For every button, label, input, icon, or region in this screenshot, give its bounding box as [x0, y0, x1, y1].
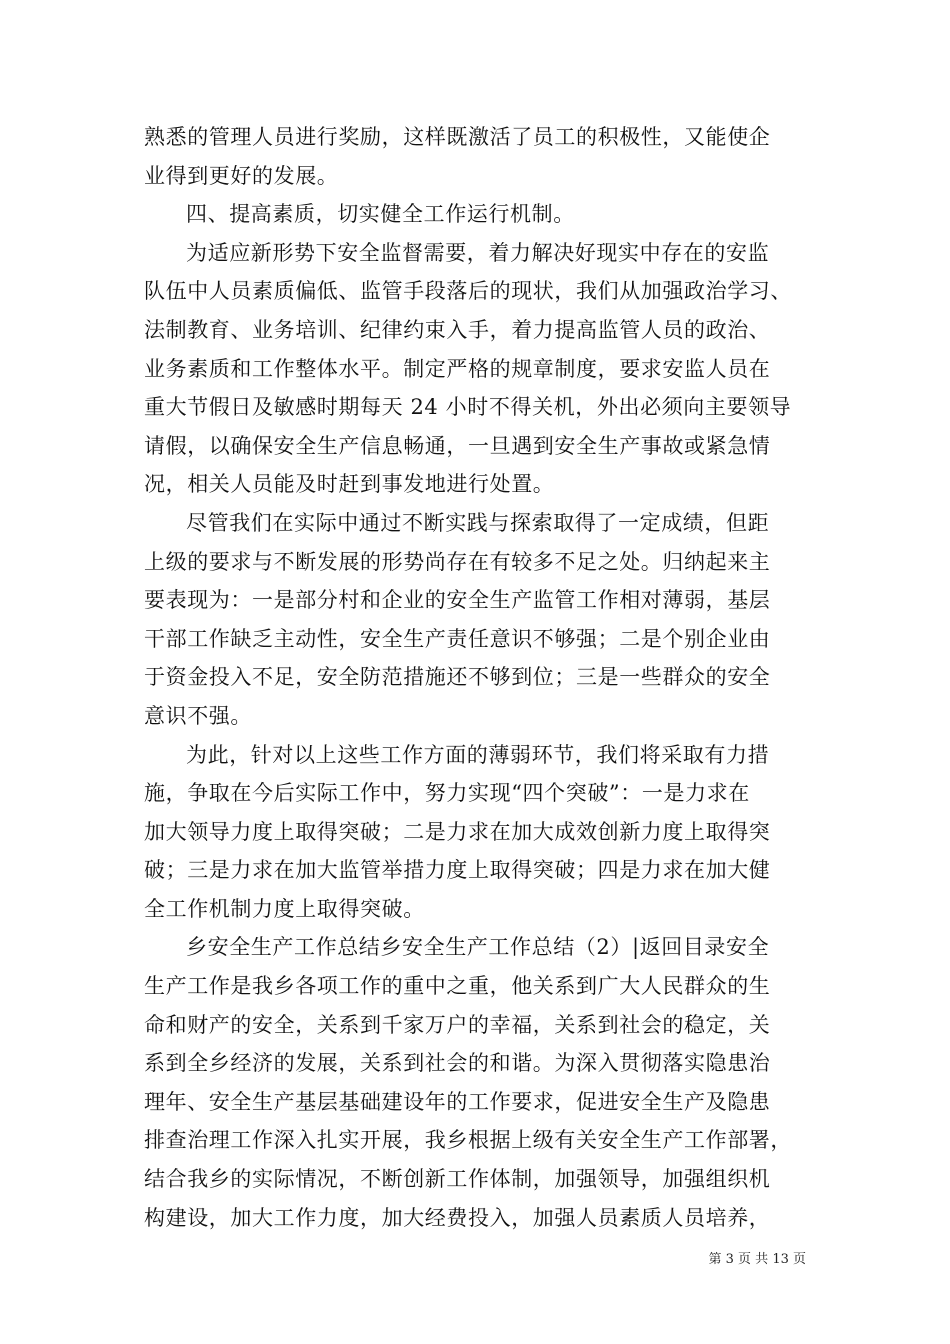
text-line: 命和财产的安全，关系到千家万户的幸福，关系到社会的稳定，关	[144, 1012, 771, 1037]
text-line: 于资金投入不足，安全防范措施还不够到位；三是一些群众的安全	[144, 665, 771, 690]
text-line: 业务素质和工作整体水平。制定严格的规章制度，要求安监人员在	[144, 356, 771, 381]
text-line: 理年、安全生产基层基础建设年的工作要求，促进安全生产及隐患	[144, 1089, 771, 1114]
text-line: 为适应新形势下安全监督需要，着力解决好现实中存在的安监	[186, 240, 770, 265]
text-line: 构建设，加大工作力度，加大经费投入，加强人员素质人员培养，	[144, 1205, 771, 1230]
text-line: 况，相关人员能及时赶到事发地进行处置。	[144, 472, 555, 497]
text-line: 乡安全生产工作总结乡安全生产工作总结（2）|返回目录安全	[186, 935, 770, 960]
text-line: 法制教育、业务培训、纪律约束入手，着力提高监管人员的政治、	[144, 317, 771, 342]
text-line: 为此，针对以上这些工作方面的薄弱环节，我们将采取有力措	[186, 742, 770, 767]
text-line: 生产工作是我乡各项工作的重中之重，他关系到广大人民群众的生	[144, 974, 771, 999]
text-line: 意识不强。	[144, 703, 252, 728]
text-line: 四、提高素质，切实健全工作运行机制。	[186, 202, 575, 227]
text-line: 队伍中人员素质偏低、监管手段落后的现状，我们从加强政治学习、	[144, 279, 792, 304]
document-body	[144, 118, 808, 1237]
text-line: 尽管我们在实际中通过不断实践与探索取得了一定成绩，但距	[186, 510, 770, 535]
text-line: 全工作机制力度上取得突破。	[144, 896, 425, 921]
text-line: 业得到更好的发展。	[144, 163, 339, 188]
text-line: 干部工作缺乏主动性，安全生产责任意识不够强；二是个别企业由	[144, 626, 771, 651]
text-line: 排查治理工作深入扎实开展，我乡根据上级有关安全生产工作部署，	[144, 1128, 792, 1153]
text-line: 熟悉的管理人员进行奖励，这样既激活了员工的积极性，又能使企	[144, 125, 771, 149]
text-line: 系到全乡经济的发展，关系到社会的和谐。为深入贯彻落实隐患治	[144, 1051, 771, 1076]
text-line: 结合我乡的实际情况，不断创新工作体制，加强领导，加强组织机	[144, 1167, 771, 1192]
page-number-footer: 第 3 页 共 13 页	[708, 1252, 806, 1267]
text-line: 加大领导力度上取得突破；二是力求在加大成效创新力度上取得突	[144, 819, 771, 844]
text-line: 要表现为：一是部分村和企业的安全生产监管工作相对薄弱，基层	[144, 588, 771, 613]
text-line: 破；三是力求在加大监管举措力度上取得突破；四是力求在加大健	[144, 858, 771, 883]
text-line: 请假，以确保安全生产信息畅通，一旦遇到安全生产事故或紧急情	[144, 433, 771, 458]
text-line: 施，争取在今后实际工作中，努力实现“四个突破”：一是力求在	[144, 781, 750, 806]
text-line: 重大节假日及敏感时期每天 24 小时不得关机，外出必须向主要领导	[144, 395, 792, 420]
text-line: 上级的要求与不断发展的形势尚存在有较多不足之处。归纳起来主	[144, 549, 771, 574]
